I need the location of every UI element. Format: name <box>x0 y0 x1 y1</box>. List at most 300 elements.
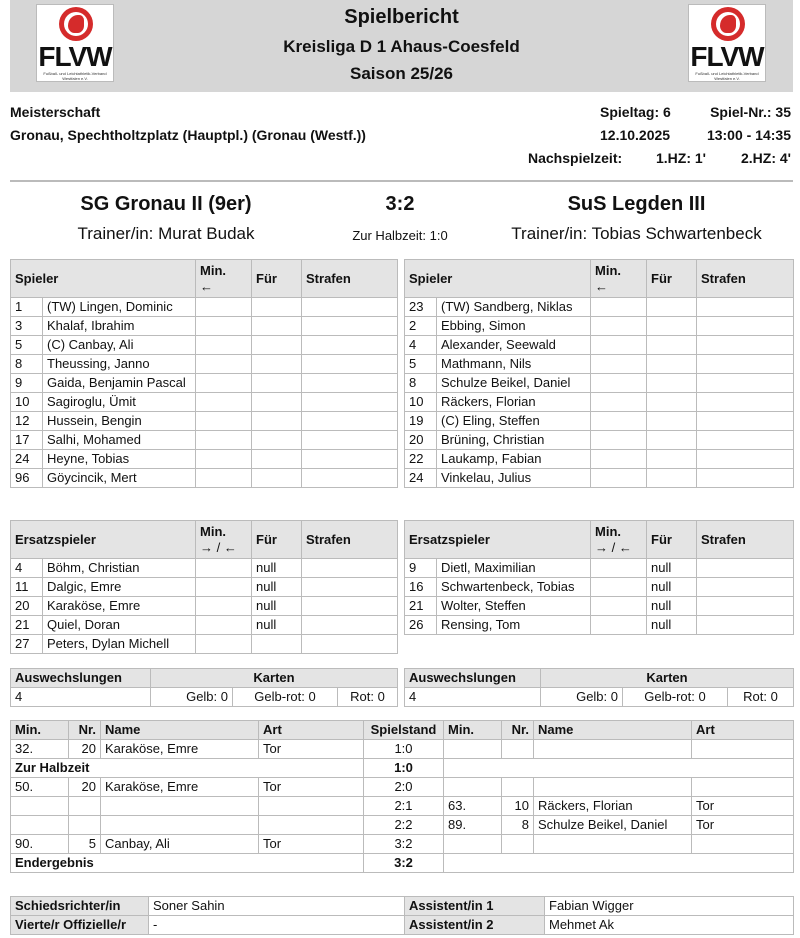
league-name: Kreisliga D 1 Ahaus-Coesfeld <box>283 37 520 56</box>
player-penalties <box>302 298 398 317</box>
min-header <box>196 260 252 298</box>
player-for <box>252 298 302 317</box>
extra-time-label: Nachspielzeit: <box>528 150 623 166</box>
player-name: Vinkelau, Julius <box>437 469 591 488</box>
yellow-cards: Gelb: 0 <box>151 688 233 707</box>
player-for <box>647 450 697 469</box>
away-event-type <box>692 835 794 854</box>
away-event-min: 63. <box>444 797 502 816</box>
away-event-name <box>534 835 692 854</box>
home-event-nr: 5 <box>69 835 101 854</box>
sub-min <box>196 559 252 578</box>
events-summary-label: Zur Halbzeit <box>11 759 364 778</box>
player-penalties <box>302 412 398 431</box>
away-subs-table <box>404 520 794 635</box>
away-sub-rows <box>405 559 794 635</box>
sub-min <box>591 616 647 635</box>
sub-number: 9 <box>405 559 437 578</box>
min-label: Min. <box>595 262 622 278</box>
sub-penalties <box>697 578 794 597</box>
player-row <box>405 393 794 412</box>
player-min <box>196 393 252 412</box>
player-for <box>647 393 697 412</box>
assistant2-name: Mehmet Ak <box>545 916 794 935</box>
player-number: 3 <box>11 317 43 336</box>
min-label: Min. <box>200 523 226 539</box>
home-event-name <box>101 816 259 835</box>
events-name-header: Name <box>534 721 692 740</box>
event-score: 1:0 <box>364 740 444 759</box>
away-event-name <box>534 740 692 759</box>
sub-penalties <box>302 597 398 616</box>
summary-header <box>11 669 398 688</box>
event-row <box>11 778 794 797</box>
player-number: 19 <box>405 412 437 431</box>
events-nr-header: Nr. <box>502 721 534 740</box>
player-min <box>196 374 252 393</box>
player-min <box>591 469 647 488</box>
venue: Gronau, Spechtholtzplatz (Hauptpl.) (Gronau (Westf.)) <box>10 127 366 143</box>
logo-subtext: Fußball- und Leichtathletik-Verband Westfalen e.V. <box>695 71 759 81</box>
away-event-min <box>444 835 502 854</box>
player-penalties <box>302 431 398 450</box>
player-row <box>405 336 794 355</box>
for-header: Für <box>647 521 697 559</box>
sub-row <box>11 616 398 635</box>
sub-number: 21 <box>11 616 43 635</box>
home-team: SG Gronau II (9er) <box>80 193 252 215</box>
player-number: 10 <box>405 393 437 412</box>
referee-label: Schiedsrichter/in <box>11 897 149 916</box>
changes-header: Auswechslungen <box>11 669 151 688</box>
events-summary-empty <box>444 854 794 873</box>
away-summary-table <box>404 668 794 707</box>
event-score: 2:0 <box>364 778 444 797</box>
player-for <box>252 450 302 469</box>
sub-for: null <box>647 578 697 597</box>
sub-row <box>11 559 398 578</box>
sub-number: 21 <box>405 597 437 616</box>
sub-for: null <box>647 597 697 616</box>
player-name: Alexander, Seewald <box>437 336 591 355</box>
sub-number: 20 <box>11 597 43 616</box>
sub-name: Wolter, Steffen <box>437 597 591 616</box>
player-row <box>405 374 794 393</box>
player-row <box>405 412 794 431</box>
sub-number: 11 <box>11 578 43 597</box>
home-coach: Trainer/in: Murat Budak <box>77 224 255 243</box>
match-date: 12.10.2025 <box>600 127 671 143</box>
fourth-official-label: Vierte/r Offizielle/r <box>11 916 149 935</box>
penalties-header: Strafen <box>302 260 398 298</box>
home-sub-rows <box>11 559 398 654</box>
subs-header <box>11 521 398 559</box>
player-number: 8 <box>405 374 437 393</box>
event-score: 2:2 <box>364 816 444 835</box>
player-for <box>647 317 697 336</box>
player-number: 5 <box>405 355 437 374</box>
officials-table <box>10 896 794 935</box>
sub-name: Böhm, Christian <box>43 559 196 578</box>
player-name: Hussein, Bengin <box>43 412 196 431</box>
away-event-type: Tor <box>692 797 794 816</box>
away-event-min: 89. <box>444 816 502 835</box>
player-number: 4 <box>405 336 437 355</box>
player-penalties <box>697 393 794 412</box>
player-name: Brüning, Christian <box>437 431 591 450</box>
penalties-header: Strafen <box>697 521 794 559</box>
home-event-type: Tor <box>259 740 364 759</box>
player-min <box>196 317 252 336</box>
player-min <box>196 469 252 488</box>
player-row <box>11 317 398 336</box>
player-number: 24 <box>11 450 43 469</box>
player-row <box>11 298 398 317</box>
home-event-min: 50. <box>11 778 69 797</box>
arrow-left-icon: ← <box>595 278 609 294</box>
away-event-nr <box>502 778 534 797</box>
events-type-header: Art <box>692 721 794 740</box>
changes-header: Auswechslungen <box>405 669 541 688</box>
away-event-nr <box>502 740 534 759</box>
sub-number: 26 <box>405 616 437 635</box>
player-row <box>11 469 398 488</box>
assistant1-name: Fabian Wigger <box>545 897 794 916</box>
subs-header <box>405 521 794 559</box>
player-name: Laukamp, Fabian <box>437 450 591 469</box>
penalties-header: Strafen <box>697 260 794 298</box>
home-event-min <box>11 816 69 835</box>
match-time: 13:00 - 14:35 <box>706 127 791 143</box>
player-penalties <box>302 317 398 336</box>
player-for <box>647 374 697 393</box>
player-row <box>405 469 794 488</box>
events-summary-score: 1:0 <box>364 759 444 778</box>
home-event-type <box>259 816 364 835</box>
event-row <box>11 740 794 759</box>
sub-min <box>591 578 647 597</box>
home-event-nr <box>69 816 101 835</box>
player-number: 17 <box>11 431 43 450</box>
final-score: 3:2 <box>385 193 415 215</box>
sub-row <box>11 635 398 654</box>
logo-text: FLVW <box>690 41 764 72</box>
sub-number: 4 <box>11 559 43 578</box>
sub-min <box>196 578 252 597</box>
home-event-nr <box>69 797 101 816</box>
home-player-rows <box>11 298 398 488</box>
sub-number: 27 <box>11 635 43 654</box>
extra-time-h2: 2.HZ: 4' <box>740 150 791 166</box>
sub-min <box>591 559 647 578</box>
home-event-type: Tor <box>259 778 364 797</box>
player-min <box>196 450 252 469</box>
players-header: Spieler <box>11 260 196 298</box>
officials-row <box>11 897 794 916</box>
away-event-nr <box>502 835 534 854</box>
sub-penalties <box>302 578 398 597</box>
player-name: Schulze Beikel, Daniel <box>437 374 591 393</box>
player-row <box>405 355 794 374</box>
player-min <box>196 431 252 450</box>
sub-for: null <box>252 616 302 635</box>
summary-row <box>405 688 794 707</box>
fourth-official-name: - <box>149 916 405 935</box>
home-event-name: Canbay, Ali <box>101 835 259 854</box>
player-row <box>11 374 398 393</box>
arrow-left-icon: ← <box>200 278 214 294</box>
sub-number: 16 <box>405 578 437 597</box>
player-number: 2 <box>405 317 437 336</box>
player-row <box>11 450 398 469</box>
player-penalties <box>697 450 794 469</box>
player-name: (TW) Sandberg, Niklas <box>437 298 591 317</box>
for-header: Für <box>252 260 302 298</box>
player-name: (TW) Lingen, Dominic <box>43 298 196 317</box>
sub-name: Schwartenbeck, Tobias <box>437 578 591 597</box>
player-row <box>11 431 398 450</box>
sub-row <box>405 578 794 597</box>
player-name: (C) Eling, Steffen <box>437 412 591 431</box>
sub-for: null <box>252 597 302 616</box>
events-summary-row <box>11 759 794 778</box>
home-lineup-table <box>10 259 398 488</box>
player-penalties <box>697 431 794 450</box>
player-min <box>591 336 647 355</box>
player-number: 12 <box>11 412 43 431</box>
player-name: Sagiroglu, Ümit <box>43 393 196 412</box>
player-for <box>252 469 302 488</box>
sub-name: Peters, Dylan Michell <box>43 635 196 654</box>
away-event-min <box>444 778 502 797</box>
away-coach: Trainer/in: Tobias Schwartenbeck <box>511 224 762 243</box>
player-row <box>11 336 398 355</box>
player-for <box>252 374 302 393</box>
extra-time-h1: 1.HZ: 1' <box>656 150 707 166</box>
sub-row <box>11 597 398 616</box>
player-name: (C) Canbay, Ali <box>43 336 196 355</box>
events-nr-header: Nr. <box>69 721 101 740</box>
player-penalties <box>302 469 398 488</box>
sub-penalties <box>697 597 794 616</box>
player-name: Gaida, Benjamin Pascal <box>43 374 196 393</box>
player-penalties <box>697 374 794 393</box>
arrow-swap-icon: → / ← <box>200 539 237 555</box>
player-min <box>196 412 252 431</box>
player-name: Khalaf, Ibrahim <box>43 317 196 336</box>
events-min-header: Min. <box>11 721 69 740</box>
event-rows <box>11 740 794 873</box>
assistant2-label: Assistent/in 2 <box>405 916 545 935</box>
subs-header-label: Ersatzspieler <box>405 521 591 559</box>
sub-min <box>591 597 647 616</box>
arrow-swap-icon: → / ← <box>595 539 632 555</box>
flvw-logo-right <box>688 4 766 82</box>
player-number: 23 <box>405 298 437 317</box>
min-header <box>591 521 647 559</box>
home-event-min <box>11 797 69 816</box>
for-header: Für <box>252 521 302 559</box>
report-header <box>10 0 793 92</box>
player-penalties <box>697 317 794 336</box>
sub-name: Dietl, Maximilian <box>437 559 591 578</box>
events-table <box>10 720 794 873</box>
player-penalties <box>697 355 794 374</box>
min-header <box>196 521 252 559</box>
player-for <box>252 393 302 412</box>
away-event-min <box>444 740 502 759</box>
player-penalties <box>302 374 398 393</box>
away-event-name: Schulze Beikel, Daniel <box>534 816 692 835</box>
player-min <box>591 317 647 336</box>
player-penalties <box>697 469 794 488</box>
player-min <box>591 412 647 431</box>
sub-min <box>196 597 252 616</box>
sub-row <box>405 559 794 578</box>
yellow-cards: Gelb: 0 <box>541 688 623 707</box>
player-number: 96 <box>11 469 43 488</box>
home-event-min: 90. <box>11 835 69 854</box>
player-name: Ebbing, Simon <box>437 317 591 336</box>
sub-row <box>11 578 398 597</box>
away-event-name <box>534 778 692 797</box>
event-score: 2:1 <box>364 797 444 816</box>
summary-header <box>405 669 794 688</box>
player-name: Theussing, Janno <box>43 355 196 374</box>
player-row <box>405 317 794 336</box>
player-penalties <box>697 412 794 431</box>
player-number: 22 <box>405 450 437 469</box>
subs-header-label: Ersatzspieler <box>11 521 196 559</box>
player-penalties <box>302 336 398 355</box>
sub-penalties <box>302 559 398 578</box>
sub-min <box>196 635 252 654</box>
player-row <box>405 298 794 317</box>
event-row <box>11 835 794 854</box>
lineup-header <box>11 260 398 298</box>
player-number: 24 <box>405 469 437 488</box>
penalties-header: Strafen <box>302 521 398 559</box>
player-for <box>647 355 697 374</box>
events-score-header: Spielstand <box>364 721 444 740</box>
sub-name: Rensing, Tom <box>437 616 591 635</box>
sub-for: null <box>647 559 697 578</box>
away-event-nr: 10 <box>502 797 534 816</box>
player-number: 1 <box>11 298 43 317</box>
home-summary-table <box>10 668 398 707</box>
player-number: 20 <box>405 431 437 450</box>
player-penalties <box>302 355 398 374</box>
player-name: Räckers, Florian <box>437 393 591 412</box>
player-for <box>647 336 697 355</box>
red-cards: Rot: 0 <box>728 688 794 707</box>
home-subs-table <box>10 520 398 654</box>
divider <box>10 180 793 182</box>
player-for <box>252 412 302 431</box>
logo-text: FLVW <box>38 41 112 72</box>
player-for <box>647 298 697 317</box>
horse-emblem-icon <box>711 7 745 41</box>
player-min <box>591 450 647 469</box>
player-for <box>647 431 697 450</box>
player-row <box>11 412 398 431</box>
sub-penalties <box>697 616 794 635</box>
player-name: Mathmann, Nils <box>437 355 591 374</box>
away-event-name: Räckers, Florian <box>534 797 692 816</box>
home-event-name: Karaköse, Emre <box>101 778 259 797</box>
sub-min <box>196 616 252 635</box>
summary-row <box>11 688 398 707</box>
player-penalties <box>302 450 398 469</box>
sub-name: Quiel, Doran <box>43 616 196 635</box>
away-player-rows <box>405 298 794 488</box>
sub-name: Dalgic, Emre <box>43 578 196 597</box>
home-event-name <box>101 797 259 816</box>
player-number: 10 <box>11 393 43 412</box>
away-lineup-table <box>404 259 794 488</box>
cards-header: Karten <box>151 669 398 688</box>
competition: Meisterschaft <box>10 104 101 120</box>
player-for <box>252 355 302 374</box>
sub-name: Karaköse, Emre <box>43 597 196 616</box>
yellowred-cards: Gelb-rot: 0 <box>233 688 338 707</box>
player-name: Göycincik, Mert <box>43 469 196 488</box>
sub-for <box>252 635 302 654</box>
players-header: Spieler <box>405 260 591 298</box>
events-type-header: Art <box>259 721 364 740</box>
events-summary-label: Endergebnis <box>11 854 364 873</box>
player-for <box>647 412 697 431</box>
events-name-header: Name <box>101 721 259 740</box>
player-name: Salhi, Mohamed <box>43 431 196 450</box>
events-min-header: Min. <box>444 721 502 740</box>
player-min <box>591 355 647 374</box>
officials-row <box>11 916 794 935</box>
away-event-nr: 8 <box>502 816 534 835</box>
match-number: Spiel-Nr.: 35 <box>710 104 791 120</box>
player-min <box>591 374 647 393</box>
home-event-type: Tor <box>259 835 364 854</box>
player-name: Heyne, Tobias <box>43 450 196 469</box>
away-team: SuS Legden III <box>567 193 706 215</box>
player-penalties <box>697 336 794 355</box>
player-number: 5 <box>11 336 43 355</box>
player-number: 9 <box>11 374 43 393</box>
min-header <box>591 260 647 298</box>
assistant1-label: Assistent/in 1 <box>405 897 545 916</box>
home-event-type <box>259 797 364 816</box>
player-row <box>11 355 398 374</box>
logo-subtext: Fußball- und Leichtathletik-Verband Westfalen e.V. <box>43 71 107 81</box>
away-event-type: Tor <box>692 816 794 835</box>
away-event-type <box>692 740 794 759</box>
events-summary-row <box>11 854 794 873</box>
events-header <box>11 721 794 740</box>
player-penalties <box>697 298 794 317</box>
home-event-nr: 20 <box>69 740 101 759</box>
sub-row <box>405 616 794 635</box>
referee-name: Soner Sahin <box>149 897 405 916</box>
sub-penalties <box>302 635 398 654</box>
player-min <box>591 298 647 317</box>
home-event-nr: 20 <box>69 778 101 797</box>
red-cards: Rot: 0 <box>338 688 398 707</box>
cards-header: Karten <box>541 669 794 688</box>
player-for <box>252 431 302 450</box>
player-min <box>196 336 252 355</box>
sub-row <box>405 597 794 616</box>
events-summary-score: 3:2 <box>364 854 444 873</box>
